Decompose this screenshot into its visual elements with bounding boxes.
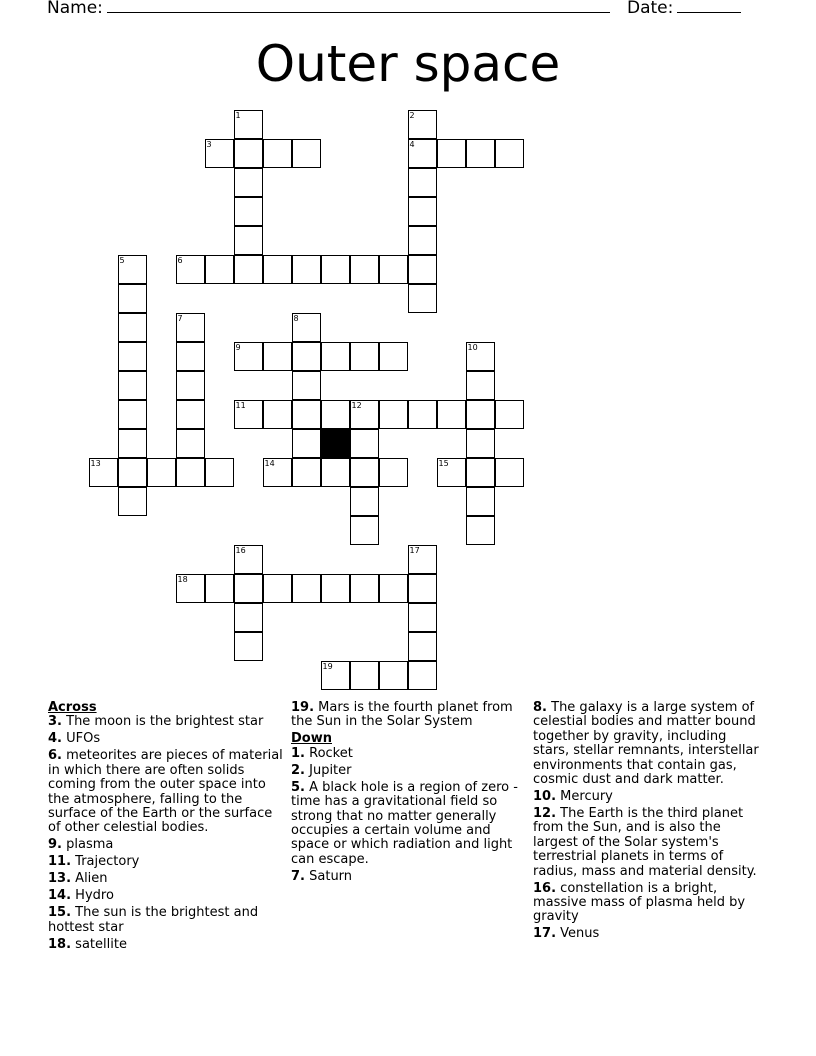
clue-number: 12. (533, 806, 557, 822)
clue-text: Rocket (309, 745, 353, 761)
grid-cell[interactable] (176, 400, 205, 429)
cell-number: 14 (264, 459, 275, 468)
grid-cell[interactable] (408, 139, 437, 168)
grid-cell[interactable] (321, 661, 350, 690)
clue-across-3 (48, 715, 284, 729)
grid-cell[interactable] (118, 429, 147, 458)
grid-cell[interactable] (292, 139, 321, 168)
grid-cell[interactable] (379, 342, 408, 371)
clue-text: Alien (75, 871, 108, 887)
grid-cell[interactable] (321, 574, 350, 603)
grid-cell[interactable] (234, 603, 263, 632)
grid-cell[interactable] (234, 574, 263, 603)
grid-cell[interactable] (176, 313, 205, 342)
grid-cell[interactable] (437, 139, 466, 168)
down-heading: Down (291, 731, 332, 747)
clue-number: 13. (48, 871, 72, 887)
grid-cell[interactable] (350, 400, 379, 429)
clue-down-7 (291, 870, 527, 884)
cell-number: 5 (119, 256, 125, 265)
grid-cell[interactable] (176, 255, 205, 284)
grid-cell[interactable] (408, 255, 437, 284)
grid-cell[interactable] (350, 487, 379, 516)
cell-number: 2 (409, 111, 415, 120)
grid-cell[interactable] (176, 574, 205, 603)
grid-cell[interactable] (176, 371, 205, 400)
clue-number: 15. (48, 905, 72, 921)
clue-number: 16. (533, 880, 557, 896)
grid-cell[interactable] (234, 110, 263, 139)
clue-down-17 (533, 927, 765, 941)
grid-cell[interactable] (321, 255, 350, 284)
clue-text: plasma (66, 837, 114, 853)
grid-cell[interactable] (205, 139, 234, 168)
grid-cell[interactable] (176, 429, 205, 458)
grid-cell[interactable] (379, 574, 408, 603)
grid-cell[interactable] (263, 574, 292, 603)
grid-cell[interactable] (466, 371, 495, 400)
clue-text: satellite (75, 936, 127, 952)
clue-across-19 (291, 701, 527, 730)
clues-column-3 (533, 701, 765, 944)
clue-number: 19. (291, 700, 315, 715)
cell-number: 7 (177, 314, 183, 323)
grid-cell[interactable] (292, 429, 321, 458)
clue-text: Jupiter (309, 762, 352, 778)
clue-down-1 (291, 747, 527, 761)
grid-cell[interactable] (234, 632, 263, 661)
grid-cell[interactable] (118, 313, 147, 342)
grid-cell[interactable] (466, 458, 495, 487)
grid-cell[interactable] (292, 313, 321, 342)
clue-text: A black hole is a region of zero - time has a gravitational field so strong that no matter generally occupies a certain volume and space or which radiation and light can escape. (291, 779, 518, 867)
grid-cell[interactable] (466, 342, 495, 371)
cell-number: 9 (235, 343, 241, 352)
clue-text: The sun is the brightest and hottest star (48, 905, 259, 935)
cell-number: 12 (351, 401, 362, 410)
grid-cell[interactable] (234, 139, 263, 168)
grid-cell[interactable] (466, 487, 495, 516)
grid-cell[interactable] (466, 139, 495, 168)
grid-cell[interactable] (350, 458, 379, 487)
clue-across-4 (48, 732, 284, 746)
clue-number: 18. (48, 936, 72, 952)
grid-cell[interactable] (350, 429, 379, 458)
grid-cell[interactable] (408, 632, 437, 661)
grid-cell[interactable] (176, 458, 205, 487)
clue-number: 3. (48, 714, 62, 730)
grid-cell[interactable] (118, 487, 147, 516)
cell-number: 8 (293, 314, 299, 323)
clue-across-18 (48, 938, 284, 952)
grid-cell[interactable] (118, 342, 147, 371)
grid-cell[interactable] (321, 458, 350, 487)
clue-number: 5. (291, 779, 305, 795)
grid-cell[interactable] (234, 545, 263, 574)
clue-text: Mercury (560, 789, 613, 805)
cell-number: 4 (409, 140, 415, 149)
grid-cell[interactable] (408, 545, 437, 574)
grid-cell[interactable] (408, 603, 437, 632)
grid-cell[interactable] (437, 458, 466, 487)
grid-cell[interactable] (466, 400, 495, 429)
grid-cell[interactable] (263, 342, 292, 371)
clue-down-5 (291, 781, 527, 867)
grid-cell[interactable] (350, 661, 379, 690)
grid-cell[interactable] (234, 255, 263, 284)
clue-number: 14. (48, 888, 72, 904)
grid-cell[interactable] (408, 226, 437, 255)
grid-cell[interactable] (466, 429, 495, 458)
grid-cell[interactable] (379, 400, 408, 429)
clue-text: Trajectory (75, 854, 140, 870)
cell-number: 3 (206, 140, 212, 149)
grid-cell[interactable] (350, 574, 379, 603)
clues-column-1 (48, 701, 284, 955)
grid-cell[interactable] (118, 255, 147, 284)
clue-number: 17. (533, 926, 557, 942)
cell-number: 18 (177, 575, 188, 584)
name-label: Name: (47, 0, 103, 18)
grid-cell[interactable] (437, 400, 466, 429)
page-title: Outer space (255, 35, 561, 93)
grid-cell[interactable] (466, 516, 495, 545)
grid-cell[interactable] (350, 342, 379, 371)
grid-cell[interactable] (205, 255, 234, 284)
clue-down-8 (533, 701, 765, 787)
clue-number: 10. (533, 789, 557, 805)
grid-cell[interactable] (234, 168, 263, 197)
grid-cell[interactable] (495, 139, 524, 168)
clue-number: 11. (48, 854, 72, 870)
cell-number: 17 (409, 546, 420, 555)
clue-number: 6. (48, 748, 62, 764)
grid-cell[interactable] (495, 458, 524, 487)
grid-cell[interactable] (89, 458, 118, 487)
grid-cell[interactable] (408, 284, 437, 313)
clue-number: 8. (533, 700, 547, 715)
across-heading: Across (48, 700, 97, 715)
grid-cell[interactable] (263, 255, 292, 284)
grid-cell[interactable] (147, 458, 176, 487)
clue-number: 9. (48, 837, 62, 853)
grid-cell[interactable] (408, 661, 437, 690)
grid-cell[interactable] (118, 400, 147, 429)
grid-cell[interactable] (292, 574, 321, 603)
grid-cell[interactable] (408, 197, 437, 226)
grid-cell[interactable] (205, 458, 234, 487)
grid-cell[interactable] (118, 458, 147, 487)
clue-down-12 (533, 807, 765, 879)
grid-cell[interactable] (495, 400, 524, 429)
date-label: Date: (627, 0, 674, 18)
cell-number: 1 (235, 111, 241, 120)
clue-text: Hydro (75, 888, 114, 904)
grid-cell[interactable] (263, 400, 292, 429)
grid-cell[interactable] (205, 574, 234, 603)
grid-cell[interactable] (292, 458, 321, 487)
grid-cell[interactable] (408, 168, 437, 197)
blocked-cell (321, 429, 350, 458)
clue-across-11 (48, 855, 284, 869)
clue-across-9 (48, 838, 284, 852)
clue-text: meteorites are pieces of material in which there are often solids coming from the outer space into the atmosphere, falling to the surface of the Earth or the surface of other celestial bodies. (48, 748, 283, 836)
grid-cell[interactable] (292, 255, 321, 284)
grid-cell[interactable] (408, 574, 437, 603)
cell-number: 11 (235, 401, 246, 410)
clue-text: Venus (560, 926, 600, 942)
grid-cell[interactable] (379, 458, 408, 487)
clue-across-15 (48, 906, 284, 935)
grid-cell[interactable] (234, 342, 263, 371)
grid-cell[interactable] (350, 255, 379, 284)
cell-number: 16 (235, 546, 246, 555)
grid-cell[interactable] (292, 371, 321, 400)
grid-cell[interactable] (292, 400, 321, 429)
grid-cell[interactable] (263, 139, 292, 168)
cell-number: 19 (322, 662, 333, 671)
cell-number: 15 (438, 459, 449, 468)
clue-across-6 (48, 749, 284, 835)
clue-across-14 (48, 889, 284, 903)
clue-text: The moon is the brightest star (66, 714, 264, 730)
clue-text: constellation is a bright, massive mass of plasma held by gravity (533, 880, 746, 925)
clue-across-13 (48, 872, 284, 886)
grid-cell[interactable] (118, 371, 147, 400)
grid-cell[interactable] (263, 458, 292, 487)
clue-number: 2. (291, 762, 305, 778)
clue-number: 4. (48, 731, 62, 747)
grid-cell[interactable] (118, 284, 147, 313)
cell-number: 10 (467, 343, 478, 352)
clue-down-2 (291, 764, 527, 778)
grid-cell[interactable] (379, 661, 408, 690)
clue-down-16 (533, 882, 765, 925)
clue-number: 7. (291, 868, 305, 884)
clues-column-2 (291, 701, 527, 887)
clue-number: 1. (291, 745, 305, 761)
cell-number: 6 (177, 256, 183, 265)
grid-cell[interactable] (234, 197, 263, 226)
grid-cell[interactable] (321, 400, 350, 429)
clue-text: Mars is the fourth planet from the Sun in the Solar System (291, 700, 513, 730)
grid-cell[interactable] (234, 226, 263, 255)
clue-text: UFOs (66, 731, 101, 747)
clue-text: Saturn (309, 868, 353, 884)
grid-cell[interactable] (408, 110, 437, 139)
grid-cell[interactable] (292, 342, 321, 371)
grid-cell[interactable] (408, 400, 437, 429)
cell-number: 13 (90, 459, 101, 468)
clue-text: The Earth is the third planet from the Sun, and is also the largest of the Solar system's terrestrial planets in terms of radius, mass and material density. (533, 806, 757, 879)
grid-cell[interactable] (234, 400, 263, 429)
clue-down-10 (533, 790, 765, 804)
grid-cell[interactable] (321, 342, 350, 371)
grid-cell[interactable] (379, 255, 408, 284)
clue-text: The galaxy is a large system of celestial bodies and matter bound together by gravity, including stars, stellar remnants, interstellar environments that contain gas, cosmic dust and dark matter. (533, 700, 759, 788)
grid-cell[interactable] (176, 342, 205, 371)
grid-cell[interactable] (350, 516, 379, 545)
